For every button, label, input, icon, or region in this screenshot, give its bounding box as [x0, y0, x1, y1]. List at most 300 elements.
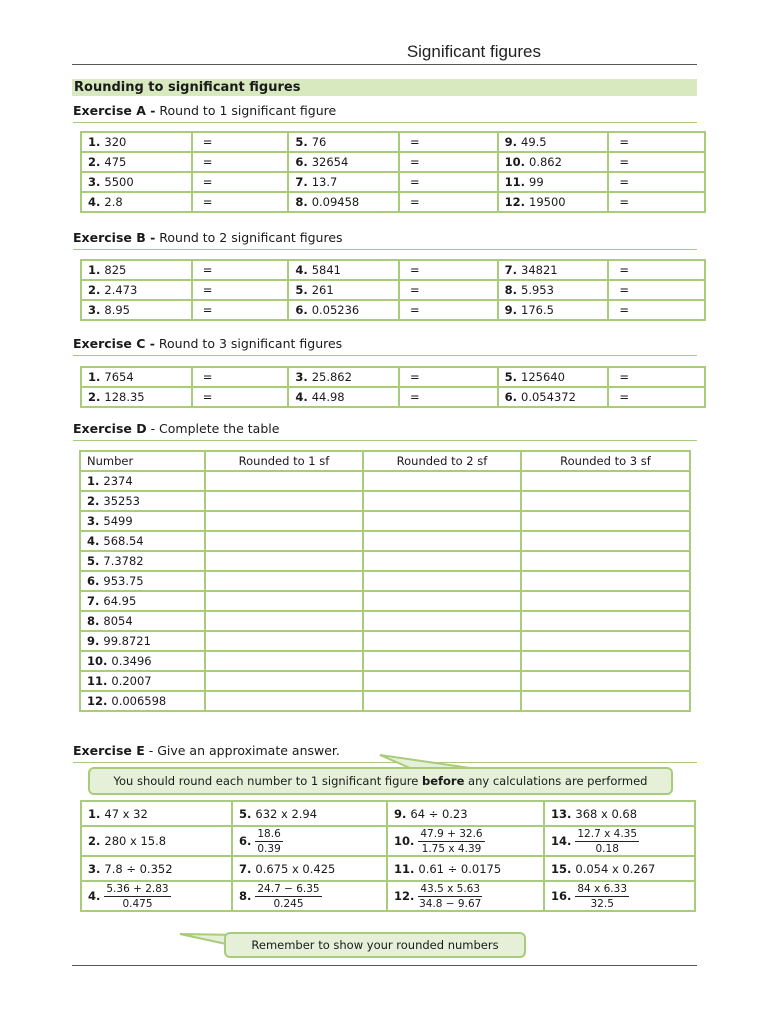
exercise-e-label: Exercise E: [73, 743, 145, 758]
exercise-b-row: [81, 300, 705, 320]
answer-cell[interactable]: [608, 260, 705, 280]
answer-cell-3sf[interactable]: [521, 551, 690, 571]
answer-cell[interactable]: [192, 152, 289, 172]
denominator: 0.18: [595, 842, 619, 855]
item-number: 4.: [87, 534, 100, 548]
denominator: 32.5: [590, 897, 614, 910]
exercise-c-instruction: Round to 3 significant figures: [154, 336, 343, 351]
answer-cell-3sf[interactable]: [521, 491, 690, 511]
question-cell: [288, 132, 399, 152]
approx-question-cell: [232, 856, 387, 881]
item-number: 11.: [504, 175, 526, 189]
answer-cell[interactable]: [608, 300, 705, 320]
question-cell: [81, 280, 192, 300]
answer-cell[interactable]: [192, 300, 289, 320]
header-rule: [72, 64, 697, 65]
item-number: 8.: [239, 888, 252, 903]
equals-sign: =: [619, 175, 629, 189]
answer-cell[interactable]: [399, 300, 498, 320]
answer-cell-2sf[interactable]: [363, 671, 521, 691]
item-value: 0.054372: [521, 390, 576, 404]
question-cell: [81, 172, 192, 192]
exercise-a-row: [81, 132, 705, 152]
exercise-d-body: [80, 471, 690, 711]
item-number: 5.: [504, 370, 518, 384]
answer-cell-3sf[interactable]: [521, 471, 690, 491]
answer-cell-3sf[interactable]: [521, 611, 690, 631]
expression: 368 x 0.68: [575, 806, 638, 821]
number-cell: [80, 611, 205, 631]
equals-sign: =: [202, 370, 213, 384]
col-header-number: Number: [80, 451, 205, 471]
answer-cell-2sf[interactable]: [363, 491, 521, 511]
answer-cell[interactable]: [399, 367, 498, 387]
answer-cell-1sf[interactable]: [205, 611, 363, 631]
equals-sign: =: [202, 263, 213, 277]
number-cell: [80, 531, 205, 551]
section-heading: Rounding to significant figures: [72, 79, 697, 96]
answer-cell-2sf[interactable]: [363, 591, 521, 611]
numerator: 12.7 x 4.35: [577, 827, 638, 840]
answer-cell-1sf[interactable]: [205, 691, 363, 711]
numerator: 84 x 6.33: [577, 882, 628, 895]
answer-cell[interactable]: [192, 367, 289, 387]
exercise-a-heading: [73, 103, 697, 123]
exercise-e-table: [80, 800, 696, 912]
approx-question-cell: [232, 801, 387, 826]
number-cell: [80, 671, 205, 691]
table-row: [80, 511, 690, 531]
question-cell: [498, 152, 609, 172]
item-number: 9.: [394, 806, 407, 821]
expression: 0.675 x 0.425: [255, 861, 336, 876]
answer-cell-1sf[interactable]: [205, 551, 363, 571]
number-cell: [80, 691, 205, 711]
item-number: 7.: [504, 263, 518, 277]
answer-cell-1sf[interactable]: [205, 491, 363, 511]
item-number: 7.: [295, 175, 308, 189]
equals-sign: =: [202, 175, 213, 189]
item-number: 6.: [504, 390, 518, 404]
item-number: 3.: [295, 370, 308, 384]
numerator: 24.7 − 6.35: [257, 882, 320, 895]
answer-cell[interactable]: [399, 152, 498, 172]
item-value: 128.35: [104, 390, 145, 404]
item-value: 44.98: [311, 390, 345, 404]
item-value: 7.3782: [103, 554, 144, 568]
item-number: 7.: [87, 594, 100, 608]
item-value: 5499: [103, 514, 133, 528]
exercise-d-label: Exercise D: [73, 421, 147, 436]
equals-sign: =: [202, 303, 213, 317]
equals-sign: =: [410, 390, 420, 404]
answer-cell-1sf[interactable]: [205, 531, 363, 551]
approx-question-cell: [81, 881, 232, 911]
answer-cell[interactable]: [399, 132, 498, 152]
table-row: [80, 591, 690, 611]
answer-cell-1sf[interactable]: [205, 671, 363, 691]
answer-cell-2sf[interactable]: [363, 691, 521, 711]
equals-sign: =: [410, 303, 420, 317]
equals-sign: =: [410, 195, 420, 209]
fraction: [575, 828, 639, 855]
answer-cell[interactable]: [399, 172, 498, 192]
question-cell: [288, 387, 399, 407]
col-header-1sf: Rounded to 1 sf: [205, 451, 363, 471]
exercise-d-instruction: - Complete the table: [146, 421, 280, 436]
item-number: 4.: [88, 888, 101, 903]
item-number: 7.: [239, 861, 252, 876]
numerator: 43.5 x 5.63: [420, 882, 481, 895]
equals-sign: =: [202, 195, 213, 209]
item-number: 3.: [88, 303, 101, 317]
numerator: 47.9 + 32.6: [420, 827, 483, 840]
footer-rule: [72, 965, 697, 966]
equals-sign: =: [202, 135, 213, 149]
number-cell: [80, 591, 205, 611]
answer-cell-3sf[interactable]: [521, 511, 690, 531]
answer-cell[interactable]: [608, 192, 705, 212]
exercise-a-table: [80, 131, 706, 213]
item-value: 0.2007: [111, 674, 152, 688]
table-row: [80, 631, 690, 651]
answer-cell-3sf[interactable]: [521, 671, 690, 691]
item-number: 3.: [88, 175, 101, 189]
question-cell: [81, 132, 192, 152]
approx-question-cell: [81, 856, 232, 881]
item-value: 0.006598: [111, 694, 167, 708]
expression: 7.8 ÷ 0.352: [104, 861, 173, 876]
answer-cell-1sf[interactable]: [205, 511, 363, 531]
item-value: 35253: [103, 494, 140, 508]
item-number: 1.: [88, 135, 101, 149]
exercise-e-instruction: - Give an approximate answer.: [144, 743, 340, 758]
exercise-c-row: [81, 387, 705, 407]
exercise-d-heading: [73, 421, 697, 441]
equals-sign: =: [410, 370, 420, 384]
exercise-a-body: [81, 132, 705, 212]
question-cell: [498, 387, 609, 407]
item-value: 8.95: [104, 303, 130, 317]
callout-round-first: [88, 767, 673, 795]
answer-cell-1sf[interactable]: [205, 651, 363, 671]
question-cell: [498, 260, 609, 280]
item-number: 10.: [394, 833, 415, 848]
item-value: 34821: [521, 263, 558, 277]
equals-sign: =: [619, 263, 629, 277]
item-number: 5.: [295, 283, 308, 297]
question-cell: [81, 300, 192, 320]
question-cell: [498, 300, 609, 320]
exercise-c-label: Exercise C -: [73, 336, 155, 351]
fraction: [418, 828, 484, 855]
callout-top-post: any calculations are performed: [464, 774, 648, 788]
answer-cell-3sf[interactable]: [521, 691, 690, 711]
answer-cell[interactable]: [192, 280, 289, 300]
callout-show-rounded: Remember to show your rounded numbers: [224, 932, 526, 958]
item-value: 475: [104, 155, 127, 169]
item-number: 9.: [87, 634, 100, 648]
answer-cell-3sf[interactable]: [521, 571, 690, 591]
denominator: 1.75 x 4.39: [421, 842, 482, 855]
denominator: 0.475: [122, 897, 153, 910]
callout-top-bold: before: [421, 774, 465, 788]
exercise-e-row: [81, 856, 695, 881]
item-value: 261: [311, 283, 334, 297]
fraction: [418, 883, 482, 910]
col-header-2sf: Rounded to 2 sf: [363, 451, 521, 471]
item-number: 1.: [88, 806, 101, 821]
item-value: 76: [311, 135, 327, 149]
expression: 0.054 x 0.267: [575, 861, 656, 876]
item-number: 5.: [295, 135, 308, 149]
exercise-b-row: [81, 280, 705, 300]
item-value: 0.3496: [111, 654, 152, 668]
answer-cell[interactable]: [608, 367, 705, 387]
approx-question-cell: [544, 801, 695, 826]
answer-cell[interactable]: [192, 260, 289, 280]
equals-sign: =: [619, 135, 629, 149]
question-cell: [498, 192, 609, 212]
item-value: 2374: [103, 474, 133, 488]
item-number: 6.: [295, 303, 308, 317]
answer-cell-1sf[interactable]: [205, 471, 363, 491]
equals-sign: =: [410, 175, 420, 189]
item-value: 7654: [104, 370, 134, 384]
answer-cell-2sf[interactable]: [363, 471, 521, 491]
table-row: [80, 571, 690, 591]
item-value: 13.7: [311, 175, 338, 189]
answer-cell-2sf[interactable]: [363, 511, 521, 531]
item-number: 5.: [239, 806, 252, 821]
answer-cell[interactable]: [608, 152, 705, 172]
equals-sign: =: [410, 283, 420, 297]
approx-question-cell: [387, 856, 544, 881]
question-cell: [81, 152, 192, 172]
answer-cell[interactable]: [192, 192, 289, 212]
approx-question-cell: [81, 826, 232, 856]
item-number: 6.: [295, 155, 308, 169]
exercise-e-row: [81, 826, 695, 856]
approx-question-cell: [387, 881, 544, 911]
numerator: 18.6: [257, 827, 281, 840]
item-number: 12.: [504, 195, 526, 209]
question-cell: [288, 300, 399, 320]
denominator: 0.245: [273, 897, 304, 910]
answer-cell[interactable]: [608, 132, 705, 152]
item-number: 14.: [551, 833, 572, 848]
question-cell: [498, 280, 609, 300]
table-row: [80, 611, 690, 631]
table-row: [80, 671, 690, 691]
exercise-e-heading: [73, 743, 697, 763]
exercise-b-body: [81, 260, 705, 320]
answer-cell-2sf[interactable]: [363, 611, 521, 631]
exercise-e-row: [81, 881, 695, 911]
equals-sign: =: [619, 283, 629, 297]
item-number: 4.: [88, 195, 101, 209]
answer-cell[interactable]: [192, 387, 289, 407]
exercise-b-label: Exercise B -: [73, 230, 156, 245]
exercise-a-row: [81, 172, 705, 192]
answer-cell-3sf[interactable]: [521, 631, 690, 651]
answer-cell-3sf[interactable]: [521, 651, 690, 671]
item-number: 8.: [504, 283, 518, 297]
item-value: 0.09458: [311, 195, 360, 209]
item-number: 9.: [504, 303, 518, 317]
item-number: 2.: [88, 283, 101, 297]
item-value: 5841: [311, 263, 341, 277]
equals-sign: =: [202, 283, 213, 297]
exercise-c-table: [80, 366, 706, 408]
answer-cell-3sf[interactable]: [521, 591, 690, 611]
answer-cell-2sf[interactable]: [363, 631, 521, 651]
item-number: 2.: [88, 390, 101, 404]
question-cell: [288, 152, 399, 172]
table-row: [80, 551, 690, 571]
item-number: 6.: [87, 574, 100, 588]
item-value: 0.862: [529, 155, 562, 169]
item-number: 1.: [87, 474, 100, 488]
answer-cell-2sf[interactable]: [363, 531, 521, 551]
approx-question-cell: [544, 881, 695, 911]
question-cell: [288, 260, 399, 280]
table-row: [80, 471, 690, 491]
item-number: 1.: [88, 370, 101, 384]
question-cell: [288, 192, 399, 212]
item-value: 25.862: [311, 370, 352, 384]
equals-sign: =: [410, 135, 420, 149]
equals-sign: =: [619, 155, 629, 169]
item-number: 12.: [87, 694, 108, 708]
item-value: 2.473: [104, 283, 138, 297]
question-cell: [288, 367, 399, 387]
answer-cell-1sf[interactable]: [205, 631, 363, 651]
equals-sign: =: [619, 390, 629, 404]
denominator: 0.39: [257, 842, 281, 855]
answer-cell[interactable]: [399, 280, 498, 300]
number-cell: [80, 631, 205, 651]
answer-cell[interactable]: [608, 172, 705, 192]
col-header-3sf: Rounded to 3 sf: [521, 451, 690, 471]
item-number: 4.: [295, 390, 308, 404]
item-number: 10.: [87, 654, 108, 668]
item-number: 2.: [88, 155, 101, 169]
item-value: 64.95: [103, 594, 137, 608]
equals-sign: =: [410, 263, 420, 277]
fraction: [104, 883, 170, 910]
denominator: 34.8 − 9.67: [419, 897, 482, 910]
item-number: 2.: [88, 834, 101, 848]
numerator: 5.36 + 2.83: [106, 882, 169, 895]
approx-question-cell: [232, 826, 387, 856]
exercise-a-instruction: Round to 1 significant figure: [155, 103, 337, 118]
answer-cell-2sf[interactable]: [363, 551, 521, 571]
item-value: 320: [104, 135, 127, 149]
table-row: [80, 651, 690, 671]
exercise-e-row: [81, 801, 695, 826]
item-number: 11.: [394, 861, 415, 876]
item-value: 176.5: [521, 303, 554, 317]
approx-question-cell: [232, 881, 387, 911]
answer-cell-2sf[interactable]: [363, 571, 521, 591]
item-number: 15.: [551, 861, 572, 876]
answer-cell-2sf[interactable]: [363, 651, 521, 671]
table-row: [80, 531, 690, 551]
answer-cell[interactable]: [399, 260, 498, 280]
item-number: 3.: [87, 514, 100, 528]
exercise-a-row: [81, 192, 705, 212]
question-cell: [288, 280, 399, 300]
equals-sign: =: [202, 390, 213, 404]
answer-cell-3sf[interactable]: [521, 531, 690, 551]
item-number: 3.: [88, 861, 101, 876]
item-value: 8054: [103, 614, 133, 628]
fraction: [255, 828, 282, 855]
exercise-b-row: [81, 260, 705, 280]
answer-cell[interactable]: [192, 132, 289, 152]
item-number: 8.: [295, 195, 308, 209]
answer-cell[interactable]: [192, 172, 289, 192]
exercise-a-row: [81, 152, 705, 172]
answer-cell[interactable]: [608, 280, 705, 300]
expression: 64 ÷ 0.23: [410, 806, 468, 821]
equals-sign: =: [202, 155, 213, 169]
item-value: 49.5: [521, 135, 547, 149]
exercise-a-label: Exercise A -: [73, 103, 156, 118]
question-cell: [81, 387, 192, 407]
page-title: Significant figures: [406, 42, 541, 61]
answer-cell[interactable]: [608, 387, 705, 407]
exercise-d-header: [80, 451, 690, 471]
expression: 280 x 15.8: [104, 834, 167, 848]
equals-sign: =: [619, 370, 629, 384]
item-value: 19500: [529, 195, 566, 209]
exercise-c-body: [81, 367, 705, 407]
item-number: 12.: [394, 888, 415, 903]
item-number: 8.: [87, 614, 100, 628]
answer-cell[interactable]: [399, 387, 498, 407]
item-number: 9.: [504, 135, 518, 149]
item-number: 16.: [551, 888, 572, 903]
item-value: 2.8: [104, 195, 123, 209]
exercise-b-table: [80, 259, 706, 321]
equals-sign: =: [619, 195, 629, 209]
exercise-e-body: [81, 801, 695, 911]
item-value: 825: [104, 263, 127, 277]
expression: 47 x 32: [104, 806, 148, 821]
item-value: 99: [529, 175, 544, 189]
item-number: 13.: [551, 806, 572, 821]
equals-sign: =: [619, 303, 629, 317]
answer-cell[interactable]: [399, 192, 498, 212]
number-cell: [80, 651, 205, 671]
item-value: 5.953: [521, 283, 554, 297]
answer-cell-1sf[interactable]: [205, 571, 363, 591]
question-cell: [498, 172, 609, 192]
answer-cell-1sf[interactable]: [205, 591, 363, 611]
expression: 632 x 2.94: [255, 806, 318, 821]
equals-sign: =: [410, 155, 420, 169]
question-cell: [81, 192, 192, 212]
expression: 0.61 ÷ 0.0175: [418, 861, 502, 876]
exercise-b-instruction: Round to 2 significant figures: [155, 230, 343, 245]
question-cell: [498, 132, 609, 152]
item-value: 125640: [521, 370, 565, 384]
item-value: 99.8721: [103, 634, 151, 648]
number-cell: [80, 471, 205, 491]
question-cell: [81, 260, 192, 280]
